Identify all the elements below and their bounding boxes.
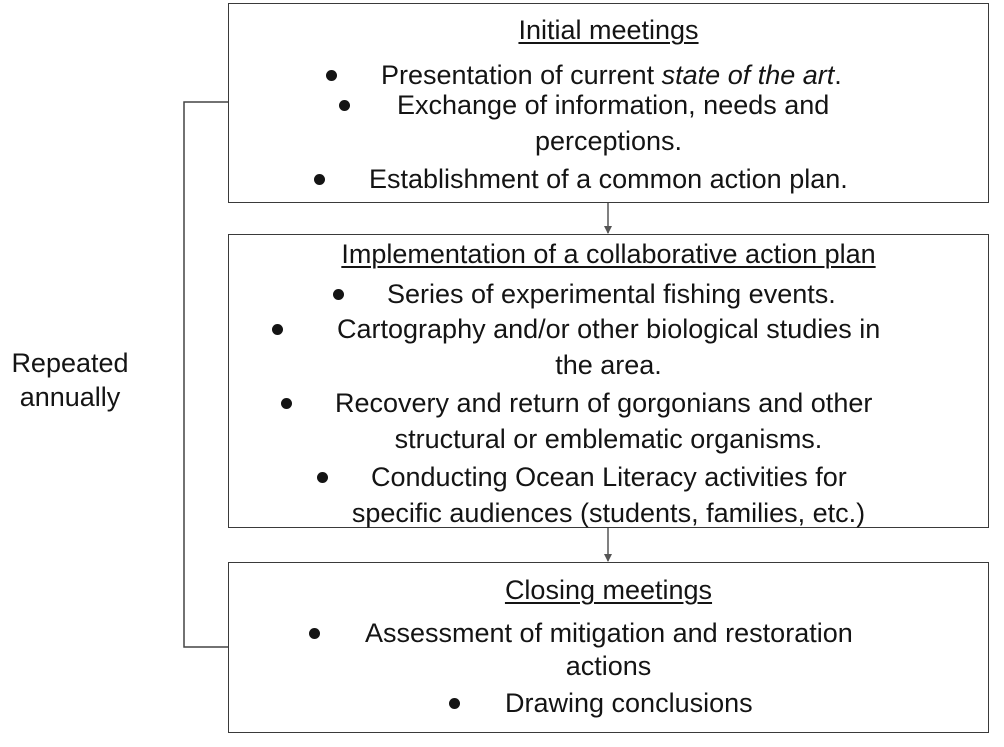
bullet-dot — [272, 324, 283, 335]
implementation-box — [228, 234, 989, 528]
item-text-line: perceptions. — [534, 126, 683, 156]
initial-meetings-title: Initial meetings — [518, 15, 699, 45]
closing-meetings-box — [228, 562, 989, 733]
item-text-line: specific audiences (students, families, etc.) — [351, 498, 866, 528]
closing-meetings-title: Closing meetings — [504, 575, 713, 605]
item-text-italic: state of the art — [661, 60, 835, 90]
item-text-line: Exchange of information, needs and — [397, 90, 830, 120]
repeated-annually-label — [0, 346, 140, 414]
side-label-line-2: annually — [19, 382, 121, 412]
repeat-bracket — [184, 102, 228, 647]
item-text-line: Establishment of a common action plan. — [369, 164, 848, 194]
item-text-line: structural or emblematic organisms. — [394, 424, 823, 454]
item-text-line: Cartography and/or other biological studies in — [337, 314, 881, 344]
implementation-title: Implementation of a collaborative action plan — [341, 239, 876, 269]
item-text-line: Recovery and return of gorgonians and other — [335, 388, 873, 418]
bullet-dot — [281, 398, 292, 409]
bullet-dot — [449, 698, 460, 709]
bullet-dot — [314, 174, 325, 185]
item-text-line: the area. — [555, 350, 662, 380]
item-text-line: Assessment of mitigation and restoration — [365, 618, 853, 648]
bullet-dot — [326, 70, 337, 81]
initial-meetings-box — [228, 3, 989, 203]
bullet-dot — [309, 628, 320, 639]
item-text — [381, 62, 842, 89]
item-text-line: Series of experimental fishing events. — [387, 279, 836, 309]
item-text-plain: Presentation of current — [381, 60, 662, 90]
item-text-period: . — [834, 60, 842, 90]
item-text-line: actions — [565, 651, 652, 681]
bullet-dot — [333, 289, 344, 300]
bullet-dot — [339, 100, 350, 111]
bullet-dot — [317, 472, 328, 483]
item-text-line: Drawing conclusions — [505, 688, 753, 718]
item-text-line: Conducting Ocean Literacy activities for — [371, 462, 847, 492]
side-label-line-1: Repeated — [11, 348, 129, 378]
